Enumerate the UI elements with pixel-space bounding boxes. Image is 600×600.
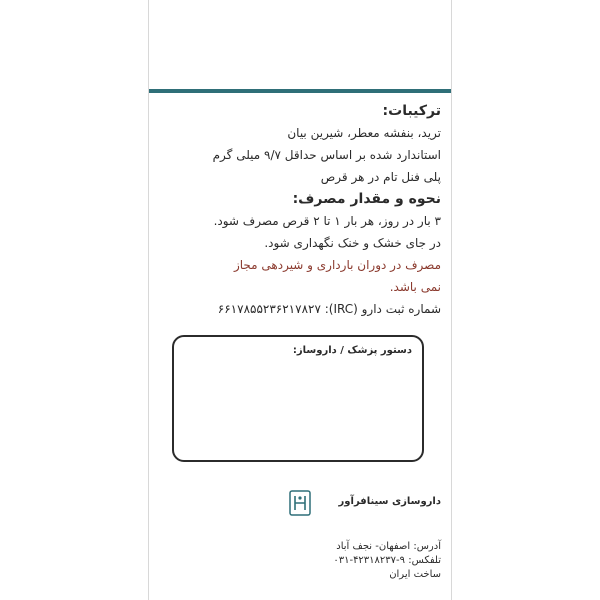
address-block xyxy=(333,540,441,582)
company-logo-icon xyxy=(289,490,311,516)
composition-line: پلی فنل تام در هر قرص xyxy=(320,170,441,184)
composition-heading: ترکیبات: xyxy=(382,103,441,119)
top-accent-band xyxy=(149,0,451,93)
made-in-line: ساخت ایران xyxy=(389,569,441,580)
prescription-box xyxy=(172,335,424,462)
package-panel xyxy=(148,0,452,600)
composition-line: ترید، بنفشه معطر، شیرین بیان xyxy=(287,126,441,140)
warning-line: نمی باشد. xyxy=(389,280,441,294)
usage-line: ۳ بار در روز، هر بار ۱ تا ۲ قرص مصرف شود. xyxy=(213,214,441,228)
registration-number: شماره ثبت دارو (IRC): ۶۶۱۷۸۵۵۲۳۶۲۱۷۸۲۷ xyxy=(217,302,441,316)
address-line: آدرس: اصفهان- نجف آباد xyxy=(336,541,441,552)
phone-line: تلفکس: ۹-۴۲۳۱۸۲۳۷-۰۳۱ xyxy=(333,555,441,566)
composition-line: استاندارد شده بر اساس حداقل ۹/۷ میلی گرم xyxy=(212,148,441,162)
label-text xyxy=(159,100,441,320)
usage-heading: نحوه و مقدار مصرف: xyxy=(292,191,441,207)
usage-line: در جای خشک و خنک نگهداری شود. xyxy=(264,236,441,250)
prescription-label: دستور پزشک / داروساز: xyxy=(292,345,412,356)
warning-line: مصرف در دوران بارداری و شیردهی مجاز xyxy=(233,258,441,272)
brand-name: داروسازی سینافرآور xyxy=(338,496,441,507)
